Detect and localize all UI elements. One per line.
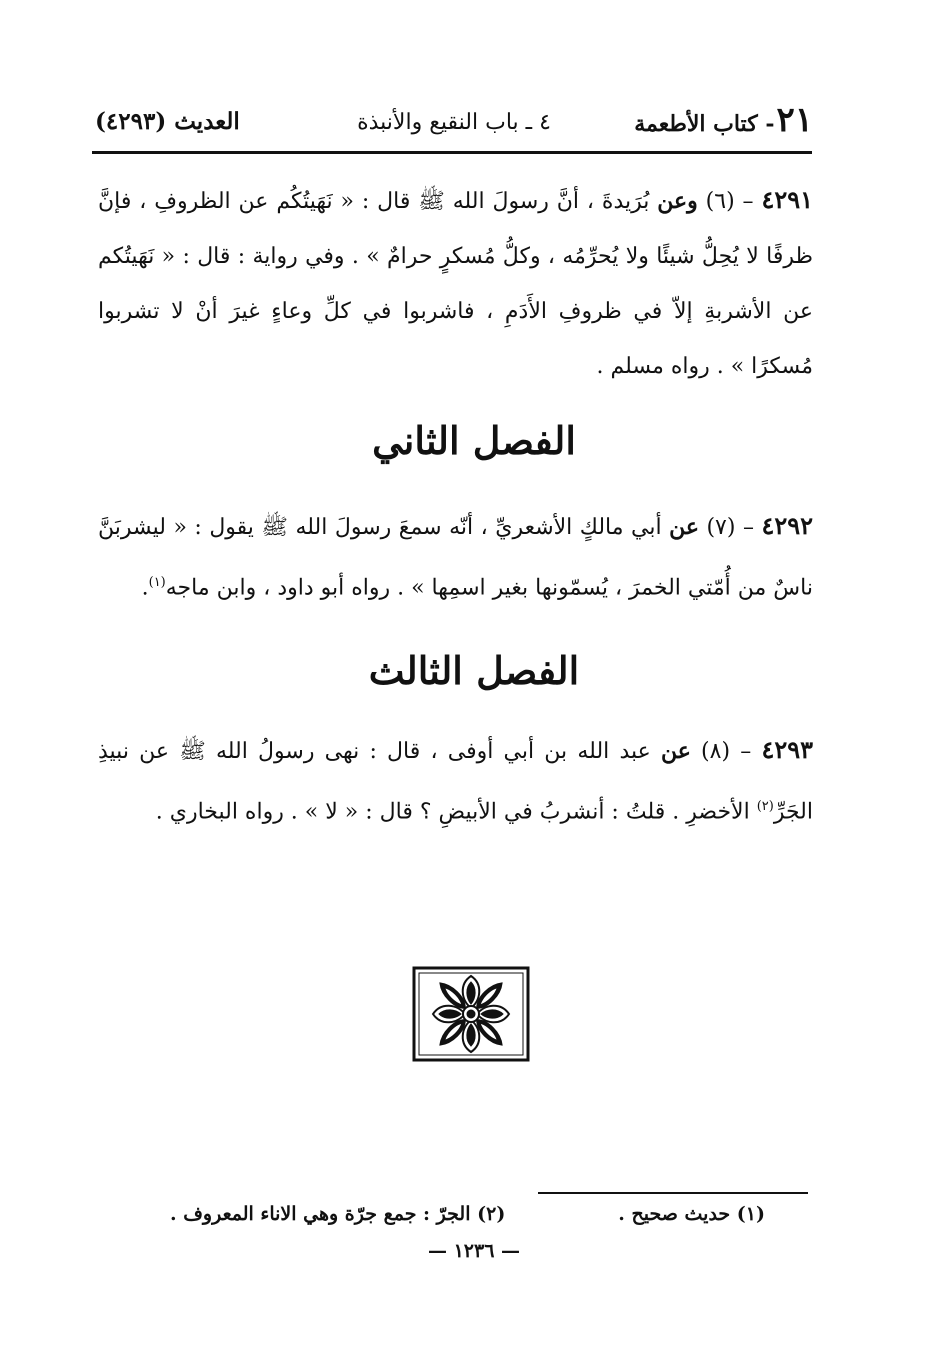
hadith-number: ٤٢٩١ — [761, 185, 813, 214]
footnote-1: (١) حديث صحيح . — [618, 1203, 765, 1225]
book-title-text: - كتاب الأطعمة — [634, 111, 775, 137]
section-title-third: الفصل الثالث — [368, 648, 580, 693]
hadith-prefix: – (٦) — [705, 189, 754, 214]
chapter-title: ٤ ـ باب النقيع والأنبذة — [357, 110, 551, 135]
section-title-second: الفصل الثاني — [372, 418, 576, 463]
narrator-prefix: عن — [660, 738, 691, 764]
footnote-ref: (٢) — [756, 799, 774, 814]
footnote-2: (٢) الجرّ : جمع جرّة وهي الاناء المعروف . — [170, 1203, 506, 1225]
footnote-ref: (١) — [148, 575, 166, 590]
hadith-end: . — [141, 575, 149, 601]
page-number: — ١٢٣٦ — — [427, 1240, 521, 1262]
running-header — [95, 100, 813, 148]
hadith-text-a: عبد الله بن أبي أوفى ، قال : نهى رسولُ الله ﷺ عن نبيذِ الجَرِّ — [98, 739, 813, 825]
hadith-4293 — [98, 722, 813, 839]
hadith-prefix: – (٨) — [701, 739, 752, 764]
hadith-4292 — [98, 498, 813, 615]
hadith-text: بُرَيدةَ ، أنَّ رسولَ الله ﷺ قال : « نَهَيتُكُم عن الظروفِ ، فإنَّ ظرفًا لا يُحِلُّ شيئًا ولا يُحرِّمُه ، وكلُّ مُسكرٍ حرامٌ » . وفي رواية : قال : « نَهَيتُكم عن الأشربةِ إلاّ في ظروفِ الأَدَمِ ، فاشربوا في كلِّ وعاءٍ غيرَ أنْ لا تشربوا مُسكرًا » . رواه مسلم . — [98, 189, 813, 379]
header-divider — [92, 151, 812, 154]
hadith-text-b: الأخضرِ . قلتُ : أنشربُ في الأبيضِ ؟ قال : « لا » . رواه البخاري . — [155, 799, 750, 825]
hadith-range: العديث (٤٢٩٣) — [95, 108, 240, 135]
narrator-prefix: عن — [669, 514, 699, 540]
hadith-number: ٤٢٩٢ — [761, 511, 814, 540]
book-number: ٢١ — [776, 100, 813, 140]
narrator-prefix: وعن — [657, 188, 698, 214]
hadith-text: أبي مالكٍ الأشعريِّ ، أنّه سمعَ رسولَ الله ﷺ يقول : « ليشربَنَّ ناسٌ من أُمّتي الخمرَ ، يُسمّونها بغير اسمِها » . رواه أبو داود ، وابن ماجه — [98, 515, 813, 601]
hadith-number: ٤٢٩٣ — [761, 735, 814, 764]
book-title — [634, 100, 813, 140]
floral-ornament-icon — [412, 966, 530, 1062]
hadith-prefix: – (٧) — [706, 515, 754, 540]
footnotes — [150, 1203, 765, 1239]
hadith-4291 — [98, 172, 813, 394]
footnote-divider — [538, 1192, 808, 1194]
